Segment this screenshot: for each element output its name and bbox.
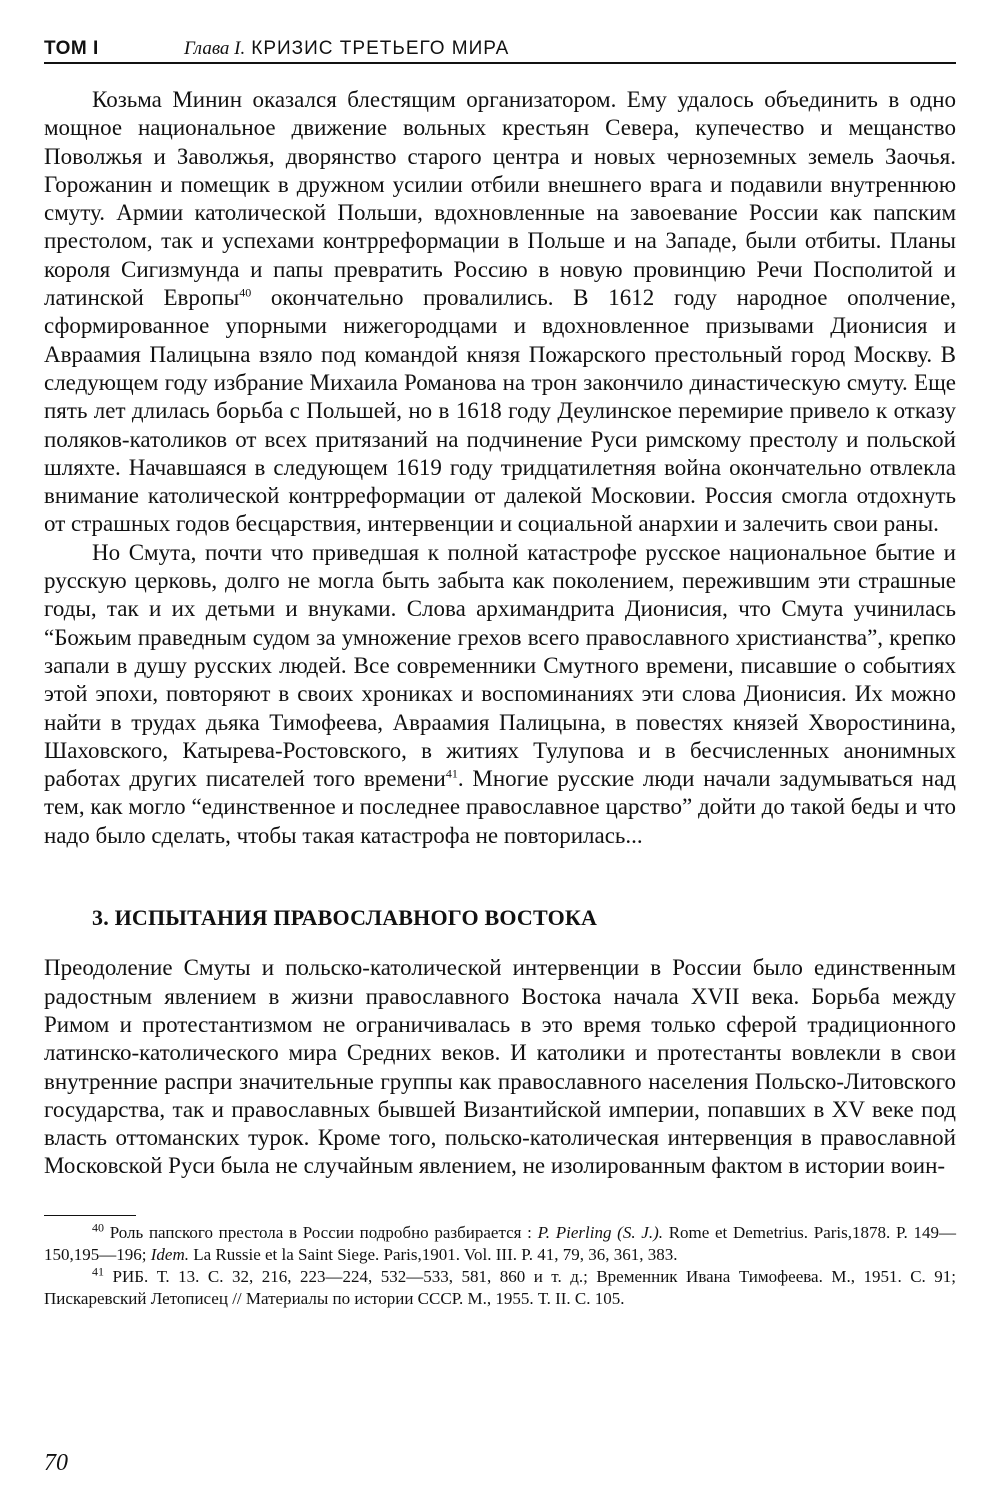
chapter-title: КРИЗИС ТРЕТЬЕГО МИРА <box>251 38 510 59</box>
paragraph-3: Преодоление Смуты и польско-католической интервенции в России было единственным радостным явлением в жизни православного Востока начала XVII века. Борьба между Римом и протестантизмом не ограничивалась в это время только сферой традиционного латинско-католического мира Средних веков. И католики и протестанты вовлекли в свои внутренние распри значительные группы как православного населения Польско-Литовского государства, так и православных бывшей Византийской империи, попавших в XV веке под власть оттоманских турок. Кроме того, польско-католическая интервенция в православной Московской Руси была не случайным явлением, не изолированным фактом в истории воин- <box>44 955 956 1179</box>
paragraph-1-text-a: Козьма Минин оказался блестящим организатором. Ему удалось объединить в одно мощное национальное движение вольных крестьян Севера, купечество и мещанство Поволжья и Заволжья, дворянство старого центра и новых черноземных земель Заочья. Горожанин и помещик в дружном усилии отбили внешнего врага и подавили внутреннюю смуту. Армии католической Польши, вдохновленные на завоевание России как папским престолом, так и успехами контрреформации в Польше и на Западе, были отбиты. Планы короля Сигизмунда и папы превратить Россию в новую провинцию Речи Посполитой и латинской Европы <box>44 87 956 311</box>
running-head <box>44 30 956 64</box>
paragraph-1-text-b: окончательно провалились. В 1612 году народное ополчение, сформированное упорными нижегородцами и вдохновленное призывами Дионисия и Авраамия Палицына взяло под командой князя Пожарского престольный город Москву. В следующем году избрание Михаила Романова на трон закончило династическую смуту. Еще пять лет длилась борьба с Польшей, но в 1618 году Деулинское перемирие привело к отказу поляков-католиков от всех притязаний на подчинение Руси римскому престолу и польской шляхте. Начавшаяся в следующем 1619 году тридцатилетняя война окончательно отвлекла внимание католической контрреформации от далекой Московии. Россия смогла отдохнуть от страшных годов бесцарствия, интервенции и социальной анархии и залечить свои раны. <box>44 285 956 537</box>
footnote-divider <box>44 1215 136 1216</box>
paragraph-2 <box>44 539 956 850</box>
paragraph-1 <box>44 86 956 539</box>
footnote-mark-41: 41 <box>92 1264 104 1279</box>
footnote-41-text: РИБ. Т. 13. С. 32, 216, 223—224, 532—533, 581, 860 и т. д.; Временник Ивана Тимофеева. М., 1951. С. 91; Пискаревский Летописец // Материалы по истории СССР. М., 1955. Т. II. С. 105. <box>44 1266 956 1308</box>
page-number: 70 <box>44 1450 68 1476</box>
footnote-41 <box>44 1266 956 1310</box>
footnotes <box>44 1222 956 1310</box>
footnote-ref-40: 40 <box>239 285 252 300</box>
chapter-prefix: Глава I. <box>184 38 246 59</box>
footnote-40-text-a: Роль папского престола в России подробно разбирается : <box>104 1222 538 1242</box>
book-page <box>44 30 956 1480</box>
footnote-mark-40: 40 <box>92 1220 104 1235</box>
footnote-40 <box>44 1222 956 1266</box>
paragraph-2-text-a: Но Смута, почти что приведшая к полной катастрофе русское национальное бытие и русскую церковь, долго не могла быть забыта как поколением, пережившим эти страшные годы, так и их детьми и внуками. Слова архимандрита Дионисия, что Смута учинилась “Божьим праведным судом за умножение грехов всего православного христианства”, крепко запали в душу русских людей. Все современники Смутного времени, писавшие о событиях этой эпохи, повторяют в своих хрониках и воспоминаниях эти слова Дионисия. Их можно найти в трудах дьяка Тимофеева, Авраамия Палицына, в повестях князей Хворостинина, Шаховского, Катырева-Ростовского, в житиях Тулупова и в бесчисленных анонимных работах других писателей того времени <box>44 539 956 792</box>
footnote-40-text-b: Rome et Demetrius. Paris,1878. P. 149—150,195—196; <box>44 1222 956 1264</box>
section-heading: 3. ИСПЫТАНИЯ ПРАВОСЛАВНОГО ВОСТОКА <box>92 905 598 931</box>
volume-label: ТОМ I <box>44 38 99 59</box>
paragraph-2-text-b: . Многие русские люди начали задумываться над тем, как могло “единственное и последнее православное царство” дойти до такой беды и что надо было сделать, чтобы такая катастрофа не повторилась... <box>44 766 956 848</box>
footnote-40-idem: Idem. <box>150 1244 189 1264</box>
footnote-40-text-c: La Russie et la Saint Siege. Paris,1901. Vol. III. P. 41, 79, 36, 361, 383. <box>188 1244 678 1264</box>
footnote-ref-41: 41 <box>445 766 458 781</box>
main-text <box>44 86 956 1181</box>
footnote-40-author: P. Pierling (S. J.). <box>537 1222 663 1242</box>
